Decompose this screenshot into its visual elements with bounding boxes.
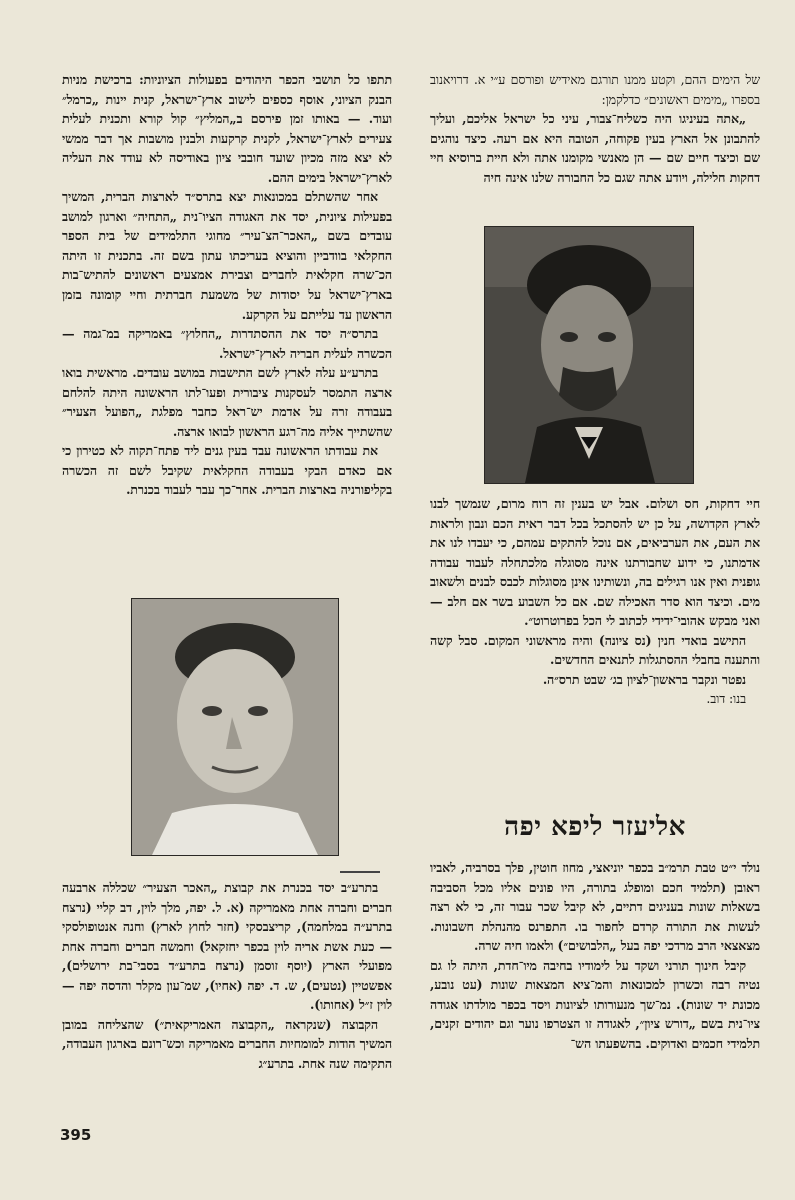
right-column-top [430, 70, 760, 187]
paragraph: בתרס״ה יסד את ההסתדרות „החלוץ״ באמריקה במ־גמה — הכשרה לעלית חבריה לארץ־ישראל. [62, 326, 392, 361]
paragraph: של הימים ההם, וקטע ממנו תורגם מאידיש ופורסם ע״י א. דרויאנוב בספרו „מימים ראשונים״ כדלקמן: [430, 72, 760, 107]
paragraph: בתרע״ב יסד בכנרת את קבוצת „האכר הצעיר״ שכללה ארבעה חברים וחברה אחת מאמריקה (א. ל. יפה, מלך לוין, דב קליי (נרצח בתרע״ה במלחמה), קריצבסקי (חזר לחוץ לארץ) וחנה אנטופולסקי — כעת אשת אריה לוין בכפר יחזקאל) וחמשה חברים וחברה אחת מפועלי הארץ (יוסף זוסמן (נרצח בתרע״ד בסבי־בת ירושלים), אפשטיין (נטעים), ש. ד. יפה (אחיו), שמ־עון מקלר והדסה יפה — לוין ז״ל (אחותו). [62, 880, 392, 1013]
portrait-photo [131, 598, 339, 856]
paragraph: נולד י״ט טבת תרמ״ב בכפר יוניאצי, מחוז חוטין, פלך בסרביה, לאביו ראובן (תלמיד חכם ומופלג בתורה, היו פונים אליו מכל הסביבה בשאלות שונות בעניגים דתיים, לא קיבל שכר עבור זה, כי לא רצה לעשות את התורה קרדם לחפור בו. התפרנס מהנהלת חשבונות. מצאצאי הרב מרדכי יפה בעל „הלבושים״) ולאמו חיה שרה. [430, 860, 760, 954]
page-number: 395 [60, 1126, 92, 1144]
right-column-mid [430, 494, 760, 709]
paragraph: חיי דחקות, חס ושלום. אבל יש בענין זה רוח מרום, שנמשך לבנו לארץ הקדושה, על כן יש להסתכל בכל דבר ראית הכם ונבון ולראות את העם, את הערביאים, אם נוכל להתקים עמהם, כי יעבדו לנו את אדמתנו, כי ידוע שחבורתנו אינה מסוגלה מלכתחלה לעבוד עבודה גופנית ואין אנו רגילים בה, ונשותינו אינן מסוגלות לכבס לבנים ולשאוב מים. וכיצד הוא סדר האכילה שם. אם כל השבוע בשר אם חלב — ואני מבקש אהובי־ידידי לכתוב לי הכל בפרוטרוט״. [430, 496, 760, 629]
portrait-photo [484, 226, 694, 484]
paragraph: „אתה בעיניגו היה כשליח־צבור, עיני כל ישראל אליכם, ועליך להתבונן אל הארץ בעין פקוחה, הטובה היא אם רעה. כיצד נוהגים שם וכיצד חיים שם — הן מאנשי מקומנו אתה ולא חיית ברוסיא חיי דחקות חלילה, ויודע אתה שגם כל החבורה שלנו אינה חיה [430, 111, 760, 185]
right-column-bottom [430, 858, 760, 1053]
paragraph: הקבוצה (שנקראה „הקבוצה האמריקאית״) שהצליחה במובן המשיך הודות למומחיות החברים מאמריקה וכש־רונם בארגון העבודה, התקימה שנה אחת. בתרע״ג [62, 1016, 392, 1071]
paragraph: בתרע״ע עלה לארץ לשם התישבות במושב עובדים. מראשית בואו ארצה התמסר לעסקנות ציבורית ופעו־לתו הראשונה היתה להלחם בעבודה זרה על אדמת יש־ראל כחבר מפלגת „הפועל הצעיר״ שהשתייך אליה מה־רגע הראשון לבואו ארצה. [62, 365, 392, 439]
paragraph: אחר שהשתלם במכונאות יצא בתרס״ד לארצות הברית, המשיך בפעילות ציונית, יסד את האגודה הציו־נית „התחיה״ וארגון למושב עובדים בשם „האכר־הצ־עיר״ מחוגי התלמידים של בית הספר החקלאי בוודביין והוציא בעריכתו עתון בשם זה. בתכנית זו היתה הכ־שרה חקלאית לחברים וצבירת אמצעים ראשונים להתיש־בות בארץ־ישראל על יסודות של משמעת חברתית וחיי קומונה בזמן הראשון עד עלייתם על הקרקע. [62, 189, 392, 322]
paragraph: תתפו כל תושבי הכפר היהודים בפעולות הציוניות: ברכישת מניות הבנק הציוני, אוסף כספים לישוב ארץ־ישראל, קנית יינות „כרמל״ ועוד. — באותו זמן פירסם ב„המליץ״ קול קורא ותכנית לעלית צעירים לארץ־ישראל, לקנית קרקעות ולבנין מושבות אך דבר ממשי לא יצא מזה מכיון שועד חובבי ציון באודיסה לא עודד את העליה לארץ־ישראל בימים ההם. [62, 72, 392, 185]
left-column-bottom [62, 878, 392, 1073]
paragraph: נפטר ונקבר בראשון־לציון בג׳ שבט תרס״ה. [542, 671, 746, 687]
paragraph: התישב בואדי חנין (נס ציונה) והיה מראשוני המקום. סבל קשה והתענה בחבלי ההסתגלות לתנאים החדשים. [430, 632, 760, 668]
paragraph: קיבל חינוך תורני ושקד על לימודיו בחיבה מיו־חדת, היתה לו גם נטיה רבה וכשרון למכונאות והמ־ציא המצאות שונות (עט נובע, מכונת יד שונות). נמ־שך מנעורותו לציונות ויסד בכפר מולדתו אגודה ציו־נית בשם „דורש ציון״, לאגודה זו הצטרפו נוער וגם יהודים זקנים, תלמידי חכמים ואדוקים. בהשפעתו הש־ [430, 957, 760, 1051]
section-heading: אליעזר ליפא יפה [504, 812, 686, 842]
left-column-top [62, 70, 392, 500]
paragraph: את עבודתו הראשונה עבד בעין גנים ליד פתח־תקוה לא כטירון כי אם כאדם הבקי בעבודה החקלאית שקיבל לשם זה הכשרה בקליפורניה בארצות הברית. אחר־כך עבר לעבוד בכנרת. [62, 443, 392, 498]
paragraph: בנו: דוב. [706, 691, 746, 707]
divider [340, 871, 380, 873]
